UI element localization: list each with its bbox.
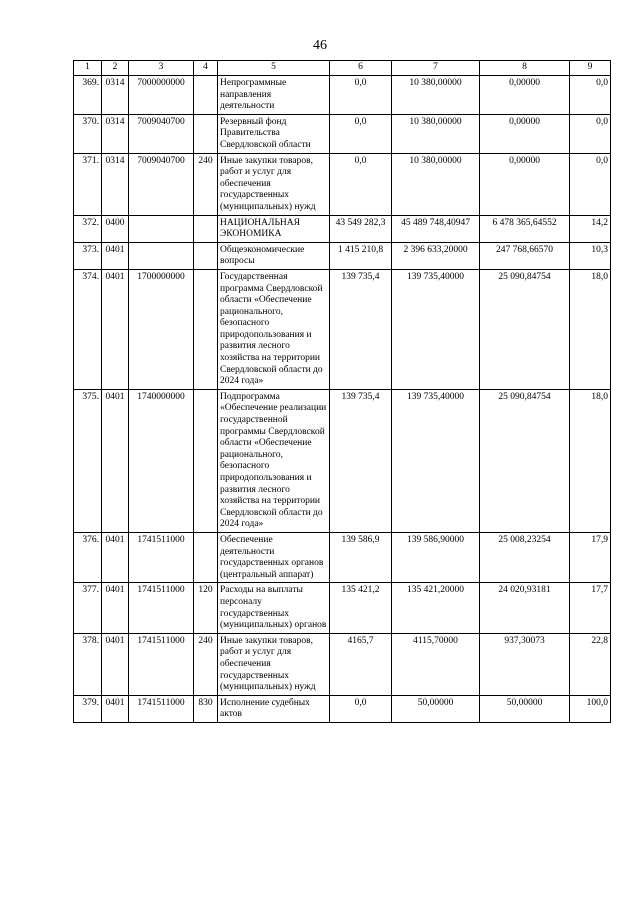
approved-amount-cell: 139 735,4 xyxy=(330,269,392,389)
approved-amount-cell: 0,0 xyxy=(330,695,392,722)
column-header: 4 xyxy=(194,61,218,76)
approved-amount-cell: 139 735,4 xyxy=(330,389,392,532)
table-row xyxy=(74,532,611,582)
execution-percent-cell: 0,0 xyxy=(570,114,611,153)
executed-amount-cell: 247 768,66570 xyxy=(480,242,570,269)
table-row xyxy=(74,76,611,115)
execution-percent-cell: 17,9 xyxy=(570,532,611,582)
executed-amount-cell: 6 478 365,64552 xyxy=(480,215,570,242)
approved-amount-cell: 4165,7 xyxy=(330,633,392,695)
expense-name-cell: Иные закупки товаров, работ и услуг для обеспечения государственных (муниципальных) нужд xyxy=(218,633,330,695)
target-article-cell xyxy=(129,215,194,242)
section-code-cell: 0401 xyxy=(102,695,129,722)
expense-type-cell xyxy=(194,389,218,532)
table-row xyxy=(74,215,611,242)
section-code-cell: 0401 xyxy=(102,583,129,633)
approved-amount-cell: 135 421,2 xyxy=(330,583,392,633)
expense-type-cell xyxy=(194,76,218,115)
target-article-cell: 1740000000 xyxy=(129,389,194,532)
column-header: 5 xyxy=(218,61,330,76)
table-row xyxy=(74,583,611,633)
execution-percent-cell: 100,0 xyxy=(570,695,611,722)
executed-amount-cell: 0,00000 xyxy=(480,76,570,115)
table-row xyxy=(74,389,611,532)
section-code-cell: 0400 xyxy=(102,215,129,242)
expense-name-cell: Исполнение судебных актов xyxy=(218,695,330,722)
budget-list-amount-cell: 139 735,40000 xyxy=(392,389,480,532)
expense-type-cell xyxy=(194,532,218,582)
row-number-cell: 374. xyxy=(74,269,102,389)
expense-name-cell: Обеспечение деятельности государственных органов (центральный аппарат) xyxy=(218,532,330,582)
expense-name-cell: Расходы на выплаты персоналу государственных (муниципальных) органов xyxy=(218,583,330,633)
execution-percent-cell: 18,0 xyxy=(570,269,611,389)
execution-percent-cell: 22,8 xyxy=(570,633,611,695)
budget-list-amount-cell: 139 586,90000 xyxy=(392,532,480,582)
table-row xyxy=(74,242,611,269)
row-number-cell: 369. xyxy=(74,76,102,115)
budget-list-amount-cell: 4115,70000 xyxy=(392,633,480,695)
column-header: 8 xyxy=(480,61,570,76)
expense-name-cell: Общеэкономические вопросы xyxy=(218,242,330,269)
approved-amount-cell: 43 549 282,3 xyxy=(330,215,392,242)
execution-percent-cell: 0,0 xyxy=(570,153,611,215)
budget-list-amount-cell: 2 396 633,20000 xyxy=(392,242,480,269)
expense-type-cell xyxy=(194,269,218,389)
executed-amount-cell: 24 020,93181 xyxy=(480,583,570,633)
expense-name-cell: Государственная программа Свердловской области «Обеспечение рационального, безопасного природопользования и развития лесного хозяйства на территории Свердловской области до 2024 года» xyxy=(218,269,330,389)
target-article-cell: 1741511000 xyxy=(129,695,194,722)
table-row xyxy=(74,114,611,153)
execution-percent-cell: 17,7 xyxy=(570,583,611,633)
execution-percent-cell: 10,3 xyxy=(570,242,611,269)
budget-table xyxy=(73,60,611,723)
expense-type-cell xyxy=(194,114,218,153)
budget-list-amount-cell: 50,00000 xyxy=(392,695,480,722)
expense-type-cell: 120 xyxy=(194,583,218,633)
row-number-cell: 379. xyxy=(74,695,102,722)
column-header: 3 xyxy=(129,61,194,76)
table-row xyxy=(74,269,611,389)
executed-amount-cell: 25 008,23254 xyxy=(480,532,570,582)
executed-amount-cell: 50,00000 xyxy=(480,695,570,722)
column-header: 6 xyxy=(330,61,392,76)
section-code-cell: 0401 xyxy=(102,532,129,582)
section-code-cell: 0401 xyxy=(102,633,129,695)
executed-amount-cell: 25 090,84754 xyxy=(480,269,570,389)
target-article-cell: 1741511000 xyxy=(129,633,194,695)
approved-amount-cell: 0,0 xyxy=(330,153,392,215)
column-header: 2 xyxy=(102,61,129,76)
budget-list-amount-cell: 10 380,00000 xyxy=(392,114,480,153)
expense-name-cell: Подпрограмма «Обеспечение реализации государственной программы Свердловской области «Обеспечение рационального, безопасного природопользования и развития лесного хозяйства на территории Свердловской области до 2024 года» xyxy=(218,389,330,532)
approved-amount-cell: 1 415 210,8 xyxy=(330,242,392,269)
approved-amount-cell: 0,0 xyxy=(330,114,392,153)
executed-amount-cell: 25 090,84754 xyxy=(480,389,570,532)
budget-list-amount-cell: 10 380,00000 xyxy=(392,76,480,115)
expense-type-cell xyxy=(194,242,218,269)
target-article-cell: 7000000000 xyxy=(129,76,194,115)
target-article-cell: 1741511000 xyxy=(129,583,194,633)
expense-type-cell: 240 xyxy=(194,633,218,695)
budget-list-amount-cell: 10 380,00000 xyxy=(392,153,480,215)
target-article-cell: 1700000000 xyxy=(129,269,194,389)
expense-name-cell: Резервный фонд Правительства Свердловской области xyxy=(218,114,330,153)
section-code-cell: 0314 xyxy=(102,153,129,215)
expense-name-cell: НАЦИОНАЛЬНАЯ ЭКОНОМИКА xyxy=(218,215,330,242)
column-header: 9 xyxy=(570,61,611,76)
section-code-cell: 0401 xyxy=(102,242,129,269)
row-number-cell: 375. xyxy=(74,389,102,532)
table-header-row xyxy=(74,61,611,76)
expense-name-cell: Непрограммные направления деятельности xyxy=(218,76,330,115)
row-number-cell: 372. xyxy=(74,215,102,242)
expense-type-cell xyxy=(194,215,218,242)
table-row xyxy=(74,633,611,695)
target-article-cell: 7009040700 xyxy=(129,153,194,215)
section-code-cell: 0401 xyxy=(102,389,129,532)
expense-name-cell: Иные закупки товаров, работ и услуг для обеспечения государственных (муниципальных) нужд xyxy=(218,153,330,215)
table-row xyxy=(74,153,611,215)
row-number-cell: 370. xyxy=(74,114,102,153)
budget-list-amount-cell: 45 489 748,40947 xyxy=(392,215,480,242)
approved-amount-cell: 139 586,9 xyxy=(330,532,392,582)
column-header: 7 xyxy=(392,61,480,76)
row-number-cell: 373. xyxy=(74,242,102,269)
table-row xyxy=(74,695,611,722)
executed-amount-cell: 0,00000 xyxy=(480,114,570,153)
section-code-cell: 0401 xyxy=(102,269,129,389)
section-code-cell: 0314 xyxy=(102,114,129,153)
execution-percent-cell: 14,2 xyxy=(570,215,611,242)
budget-list-amount-cell: 139 735,40000 xyxy=(392,269,480,389)
executed-amount-cell: 0,00000 xyxy=(480,153,570,215)
row-number-cell: 378. xyxy=(74,633,102,695)
budget-list-amount-cell: 135 421,20000 xyxy=(392,583,480,633)
expense-type-cell: 240 xyxy=(194,153,218,215)
execution-percent-cell: 18,0 xyxy=(570,389,611,532)
executed-amount-cell: 937,30073 xyxy=(480,633,570,695)
row-number-cell: 371. xyxy=(74,153,102,215)
table-body xyxy=(74,61,611,723)
expense-type-cell: 830 xyxy=(194,695,218,722)
target-article-cell: 7009040700 xyxy=(129,114,194,153)
column-header: 1 xyxy=(74,61,102,76)
row-number-cell: 377. xyxy=(74,583,102,633)
row-number-cell: 376. xyxy=(74,532,102,582)
approved-amount-cell: 0,0 xyxy=(330,76,392,115)
target-article-cell: 1741511000 xyxy=(129,532,194,582)
target-article-cell xyxy=(129,242,194,269)
section-code-cell: 0314 xyxy=(102,76,129,115)
execution-percent-cell: 0,0 xyxy=(570,76,611,115)
page-number: 46 xyxy=(313,38,327,53)
